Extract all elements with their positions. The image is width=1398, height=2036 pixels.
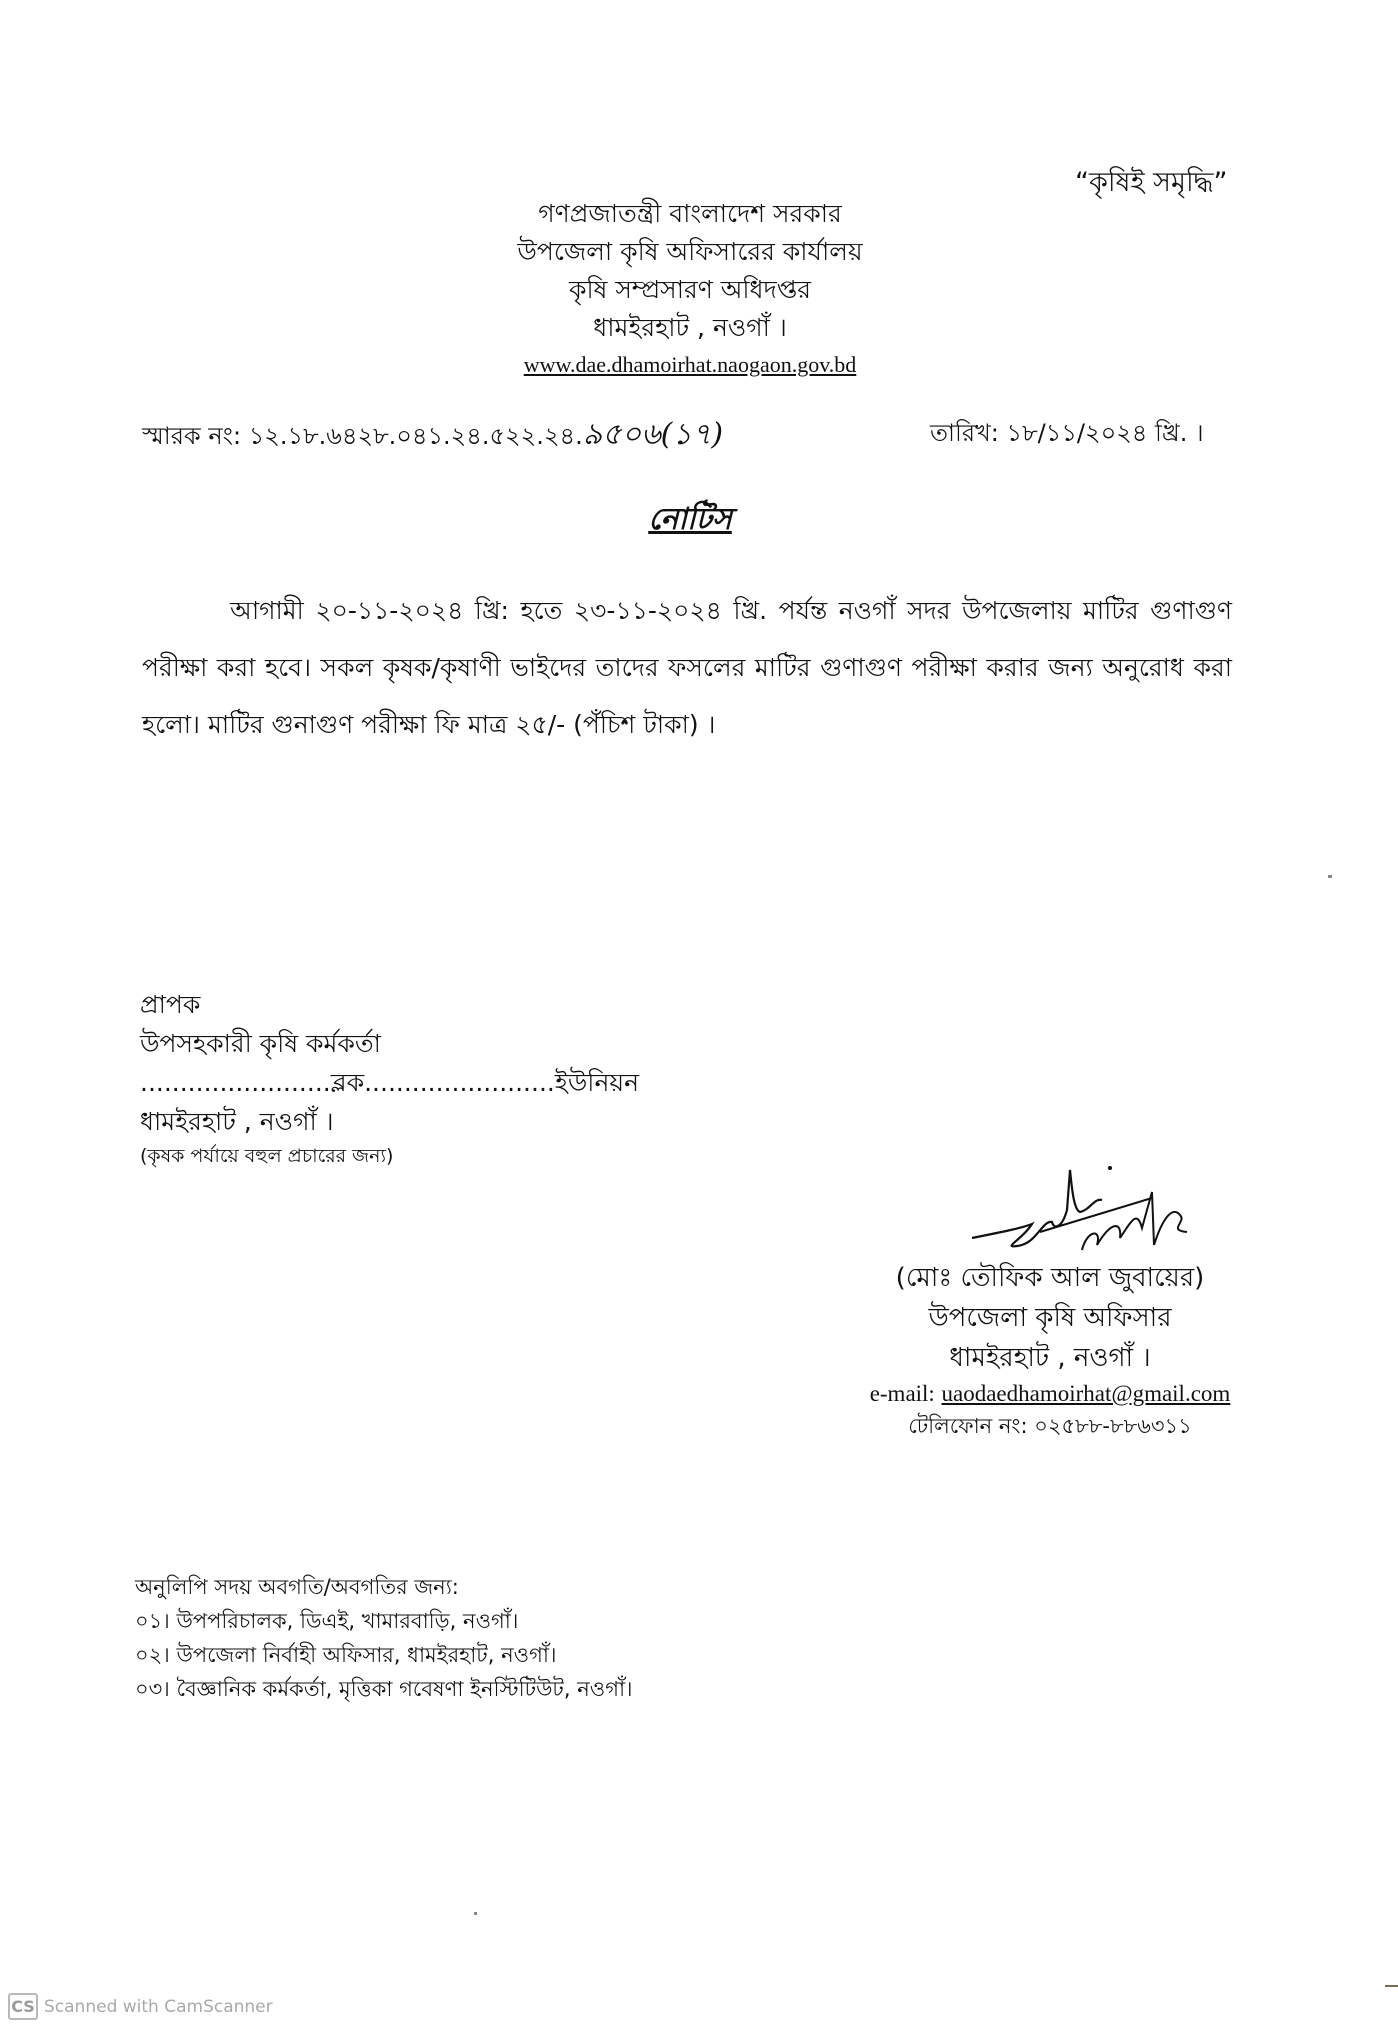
- motto: “কৃষিই সমৃদ্ধি”: [1075, 167, 1228, 198]
- contact-block: [845, 1378, 1255, 1442]
- scan-edge-mark: [1385, 1985, 1398, 1987]
- date-value: ১৮/১১/২০২৪ খ্রি. ।: [1006, 419, 1204, 447]
- date-label: তারিখ:: [930, 419, 999, 447]
- signer-designation: উপজেলা কৃষি অফিসার: [928, 1303, 1172, 1333]
- camscanner-logo-icon: CS: [8, 1993, 38, 2020]
- memo-number: [142, 410, 723, 461]
- phone-number: টেলিফোন নং: ০২৫৮৮-৮৮৬৩১১: [908, 1414, 1192, 1438]
- cc-item: ০২। উপজেলা নির্বাহী অফিসার, ধামইরহাট, নওগাঁ।: [135, 1643, 557, 1667]
- recipient-block-union: ........................ব্লক........................ইউনিয়ন: [140, 1068, 640, 1097]
- document-date: [930, 415, 1204, 455]
- letterhead: [430, 195, 950, 383]
- notice-title: নোটিস: [648, 502, 732, 537]
- office-location: ধামইরহাট , নওগাঁ ।: [593, 313, 787, 342]
- scan-speck: [474, 1912, 477, 1915]
- email-link[interactable]: uaodaedhamoirhat@gmail.com: [941, 1381, 1231, 1406]
- notice-paragraph: আগামী ২০-১১-২০২৪ খ্রি: হতে ২৩-১১-২০২৪ খ্রি. পর্যন্ত নওগাঁ সদর উপজেলায় মাটির গুণাগুণ পরীক্ষা করা হবে। সকল কৃষক/কৃষাণী ভাইদের তাদের ফসলের মাটির গুণাগুণ পরীক্ষা করার জন্য অনুরোধ করা হলো। মাটির গুনাগুণ পরীক্ষা ফি মাত্র ২৫/- (পঁচিশ টাকা) ।: [142, 596, 1232, 739]
- recipient-heading: প্রাপক: [140, 990, 201, 1019]
- memo-handwritten-suffix: ৯৫০৬(১৭): [582, 417, 724, 452]
- signature-underline: [1040, 1198, 1152, 1232]
- recipient-designation: উপসহকারী কৃষি কর্মকর্তা: [140, 1029, 381, 1058]
- signer-name: (মোঃ তৌফিক আল জুবায়ের): [895, 1263, 1205, 1293]
- watermark-text: Scanned with CamScanner: [44, 1996, 273, 2017]
- office-name: উপজেলা কৃষি অফিসারের কার্যালয়: [517, 237, 863, 266]
- camscanner-watermark: [8, 1993, 273, 2020]
- recipient-location: ধামইরহাট , নওগাঁ ।: [140, 1107, 334, 1136]
- cc-item: ০৩। বৈজ্ঞানিক কর্মকর্তা, মৃত্তিকা গবেষণা ইনস্টিটিউট, নওগাঁ।: [135, 1677, 633, 1701]
- email-line: [845, 1378, 1255, 1410]
- recipient-note: (কৃষক পর্যায়ে বহুল প্রচারের জন্য): [140, 1145, 394, 1167]
- memo-number-value: ১২.১৮.৬৪২৮.০৪১.২৪.৫২২.২৪.: [248, 422, 583, 450]
- signature-dot: [1108, 1166, 1112, 1170]
- signature-image: [962, 1150, 1202, 1260]
- government-name: গণপ্রজাতন্ত্রী বাংলাদেশ সরকার: [538, 199, 842, 228]
- email-label: e-mail:: [869, 1381, 935, 1406]
- signer-block: [850, 1258, 1250, 1378]
- website-link[interactable]: www.dae.dhamoirhat.naogaon.gov.bd: [523, 352, 857, 377]
- cc-item: ০১। উপপরিচালক, ডিএই, খামারবাড়ি, নওগাঁ।: [135, 1609, 519, 1633]
- cc-heading: অনুলিপি সদয় অবগতি/অবগতির জন্য:: [135, 1575, 459, 1599]
- signature-stroke: [972, 1170, 1102, 1246]
- scan-speck: [1328, 875, 1332, 878]
- memo-label: স্মারক নং:: [142, 422, 242, 450]
- department-name: কৃষি সম্প্রসারণ অধিদপ্তর: [568, 275, 812, 304]
- notice-body: [142, 582, 1232, 753]
- signer-location: ধামইরহাট , নওগাঁ ।: [949, 1343, 1151, 1373]
- copy-distribution: [135, 1570, 633, 1706]
- recipient-block: [140, 985, 639, 1171]
